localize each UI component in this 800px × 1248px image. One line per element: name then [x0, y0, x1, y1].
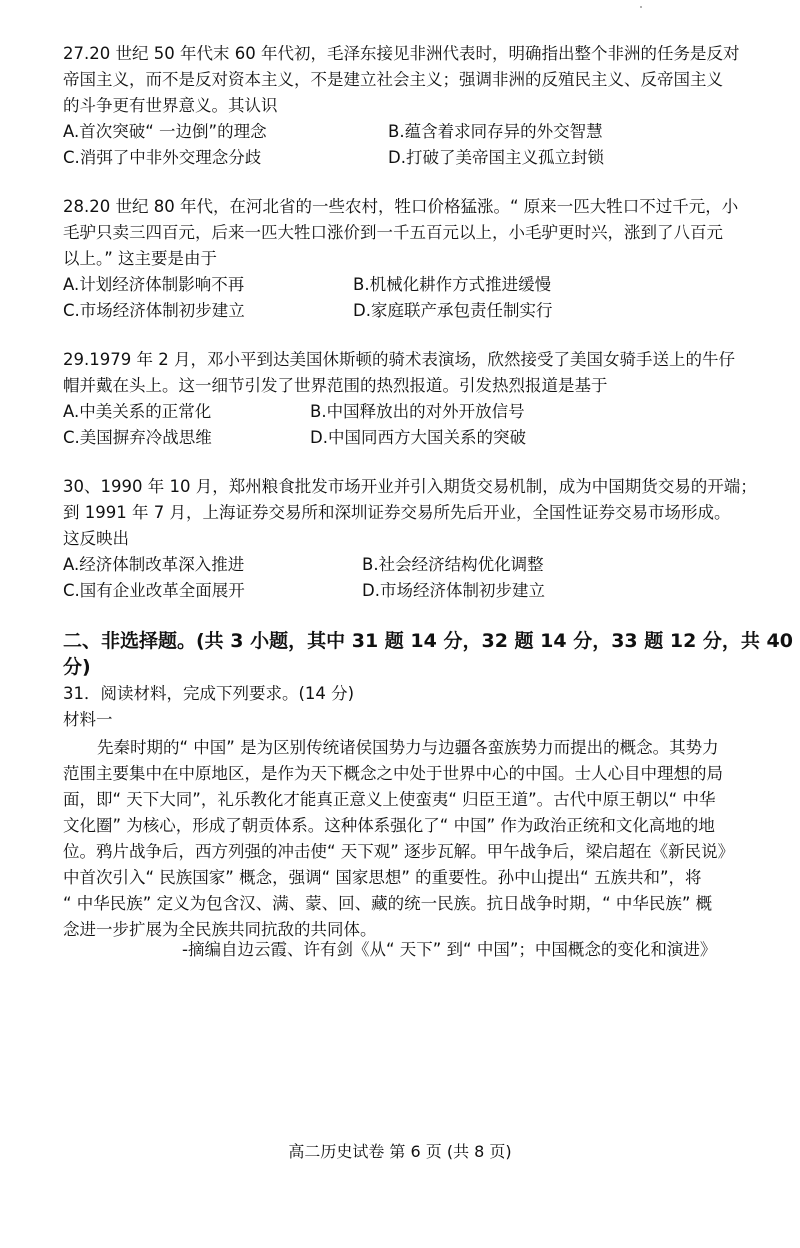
question-27-option-a: A.首次突破“ 一边倒”的理念 [63, 122, 267, 141]
question-30-option-c: C.国有企业改革全面展开 [63, 581, 245, 600]
page-footer: 高二历史试卷 第 6 页 (共 8 页) [288, 1142, 512, 1161]
section-2-heading-cont: 分) [63, 656, 91, 678]
question-28-option-a: A.计划经济体制影响不再 [63, 275, 245, 294]
material-line-6: 中首次引入“ 民族国家” 概念，强调“ 国家思想” 的重要性。孙中山提出“ 五族共和”，将 [63, 868, 702, 887]
material-line-5: 位。鸦片战争后，西方列强的冲击使“ 天下观” 逐步瓦解。甲午战争后，梁启超在《新民说》 [63, 842, 735, 861]
question-28-option-b: B.机械化耕作方式推进缓慢 [353, 275, 552, 294]
question-28-line-3: 以上。” 这主要是由于 [63, 249, 218, 268]
question-30-line-3: 这反映出 [63, 529, 129, 548]
question-29-line-2: 帽并戴在头上。这一细节引发了世界范围的热烈报道。引发热烈报道是基于 [63, 376, 608, 395]
question-27-option-c: C.消弭了中非外交理念分歧 [63, 148, 262, 167]
material-label: 材料一 [63, 710, 113, 729]
question-29-option-c: C.美国摒弃冷战思维 [63, 428, 212, 447]
question-30-option-d: D.市场经济体制初步建立 [362, 581, 545, 600]
material-line-4: 文化圈” 为核心，形成了朝贡体系。这种体系强化了“ 中国” 作为政治正统和文化高地的地 [63, 816, 715, 835]
question-27-line-3: 的斗争更有世界意义。其认识 [63, 96, 278, 115]
question-31-intro: 31．阅读材料，完成下列要求。(14 分) [63, 684, 355, 703]
material-line-1: 先秦时期的“ 中国” 是为区别传统诸侯国势力与边疆各蛮族势力而提出的概念。其势力 [97, 738, 719, 757]
question-27-line-1: 27.20 世纪 50 年代末 60 年代初，毛泽东接见非洲代表时，明确指出整个非洲的任务是反对 [63, 44, 740, 63]
question-28-line-1: 28.20 世纪 80 年代，在河北省的一些农村，牲口价格猛涨。“ 原来一匹大牲口不过千元，小 [63, 197, 739, 216]
scan-speck [640, 6, 642, 8]
question-28-option-d: D.家庭联产承包责任制实行 [353, 301, 553, 320]
material-line-7: “ 中华民族” 定义为包含汉、满、蒙、回、藏的统一民族。抗日战争时期，“ 中华民族” 概 [63, 894, 713, 913]
material-line-3: 面，即“ 天下大同”，礼乐教化才能真正意义上使蛮夷“ 归臣王道”。古代中原王朝以“ 中华 [63, 790, 716, 809]
material-source: -摘编自边云霞、许有剑《从“ 天下” 到“ 中国”；中国概念的变化和演进》 [182, 940, 717, 959]
material-line-8: 念进一步扩展为全民族共同抗敌的共同体。 [63, 920, 377, 939]
question-28-option-c: C.市场经济体制初步建立 [63, 301, 245, 320]
question-29-option-b: B.中国释放出的对外开放信号 [310, 402, 525, 421]
question-27-option-d: D.打破了美帝国主义孤立封锁 [388, 148, 604, 167]
question-30-line-2: 到 1991 年 7 月，上海证券交易所和深圳证券交易所先后开业，全国性证券交易市场形成。 [63, 503, 731, 522]
question-30-line-1: 30、1990 年 10 月，郑州粮食批发市场开业并引入期货交易机制，成为中国期货交易的开端； [63, 477, 757, 496]
question-29-option-a: A.中美关系的正常化 [63, 402, 212, 421]
question-28-line-2: 毛驴只卖三四百元，后来一匹大牲口涨价到一千五百元以上，小毛驴更时兴，涨到了八百元 [63, 223, 723, 242]
question-30-option-a: A.经济体制改革深入推进 [63, 555, 245, 574]
section-2-heading: 二、非选择题。(共 3 小题，其中 31 题 14 分，32 题 14 分，33 题 12 分，共 40 [63, 630, 793, 652]
question-27-option-b: B.蕴含着求同存异的外交智慧 [388, 122, 603, 141]
material-line-2: 范围主要集中在中原地区，是作为天下概念之中处于世界中心的中国。士人心目中理想的局 [63, 764, 723, 783]
question-27-line-2: 帝国主义，而不是反对资本主义，不是建立社会主义；强调非洲的反殖民主义、反帝国主义 [63, 70, 723, 89]
question-29-line-1: 29.1979 年 2 月，邓小平到达美国休斯顿的骑术表演场，欣然接受了美国女骑手送上的牛仔 [63, 350, 735, 369]
question-30-option-b: B.社会经济结构优化调整 [362, 555, 544, 574]
question-29-option-d: D.中国同西方大国关系的突破 [310, 428, 526, 447]
